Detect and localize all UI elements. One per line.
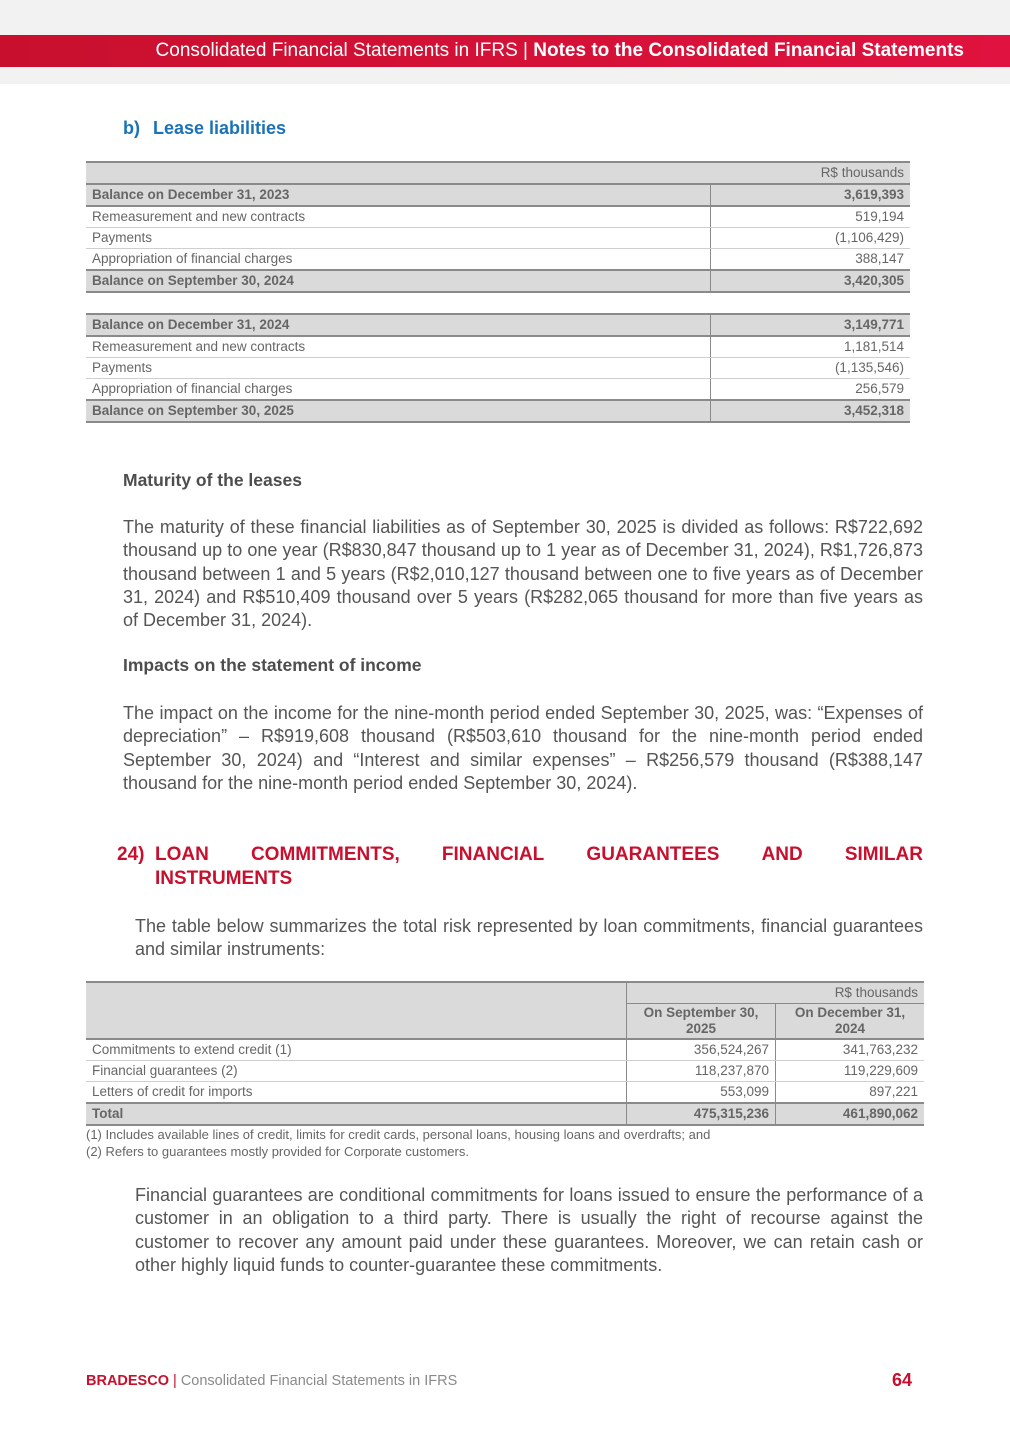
maturity-heading: Maturity of the leases (123, 470, 302, 490)
title-word: LOAN (155, 844, 209, 865)
header-bar (0, 35, 1010, 67)
unit-label: R$ thousands (627, 982, 925, 1004)
row-label: Balance on December 31, 2023 (86, 184, 711, 206)
row-label: Financial guarantees (2) (86, 1061, 627, 1082)
row-value: 256,579 (711, 379, 911, 401)
row-label: Balance on December 31, 2024 (86, 314, 711, 336)
row-label: Remeasurement and new contracts (86, 336, 711, 358)
section-number: 24) (117, 844, 145, 865)
header-left-title: Consolidated Financial Statements in IFRS | (155, 40, 528, 61)
title-word: AND (761, 844, 803, 865)
maturity-paragraph: The maturity of these financial liabilities as of September 30, 2025 is divided as follows: R$722,692 thousand up to one year (R$830,847 thousand up to 1 year as of December 31, 2024), R$1,726,873 thousand between 1 and 5 years (R$2,010,127 thousand between one to five years as of December 31, 2024) and R$510,409 thousand over 5 years (R$282,065 thousand for more than five years as of December 31, 2024). (123, 517, 923, 631)
impacts-paragraph: The impact on the income for the nine-month period ended September 30, 2025, was: “Expenses of depreciation” – R$919,608 thousand (R$503,610 thousand for the nine-month period ended September 30, 2024) and “Interest and similar expenses” – R$256,579 thousand (R$388,147 thousand for the nine-month period ended September 30, 2024). (123, 703, 923, 793)
row-value: 119,229,609 (776, 1061, 925, 1082)
title-line-2: INSTRUMENTS (155, 868, 293, 889)
footer-brand: BRADESCO (86, 1373, 169, 1389)
row-value: 553,099 (627, 1082, 776, 1104)
section-24-title (117, 843, 923, 891)
footer-separator: | (173, 1373, 177, 1389)
row-label: Appropriation of financial charges (86, 249, 711, 271)
title-word: GUARANTEES (586, 844, 720, 865)
row-label: Remeasurement and new contracts (86, 206, 711, 228)
lease-table-2025 (86, 313, 910, 423)
row-value: 356,524,267 (627, 1039, 776, 1061)
row-label: Payments (86, 358, 711, 379)
row-label: Balance on September 30, 2025 (86, 400, 711, 422)
row-value: 3,619,393 (711, 184, 911, 206)
section-24-intro: The table below summarizes the total risk represented by loan commitments, financial guarantees and similar instruments: (135, 916, 923, 960)
lease-section-heading: Lease liabilities (153, 118, 287, 138)
impacts-heading: Impacts on the statement of income (123, 655, 422, 675)
loan-commitments-table (86, 981, 924, 1126)
row-label: Commitments to extend credit (1) (86, 1039, 627, 1061)
row-value: 118,237,870 (627, 1061, 776, 1082)
column-header-dec-2024: On December 31, 2024 (776, 1004, 925, 1040)
row-value: (1,106,429) (711, 228, 911, 249)
row-label: Appropriation of financial charges (86, 379, 711, 401)
footer-doc-title: Consolidated Financial Statements in IFRS (180, 1373, 458, 1389)
column-header-sep-2025: On September 30, 2025 (627, 1004, 776, 1040)
lease-section-title (123, 118, 286, 139)
footnote-2: (2) Refers to guarantees mostly provided for Corporate customers. (86, 1144, 469, 1159)
unit-label: R$ thousands (86, 162, 910, 184)
header-right-title: Notes to the Consolidated Financial Statements (533, 40, 964, 61)
header-blank (86, 982, 627, 1039)
row-label: Payments (86, 228, 711, 249)
page-number: 64 (891, 1370, 912, 1390)
title-word: COMMITMENTS, (250, 844, 400, 865)
row-value: 897,221 (776, 1082, 925, 1104)
row-label: Letters of credit for imports (86, 1082, 627, 1104)
footer (86, 1373, 457, 1389)
row-value: (1,135,546) (711, 358, 911, 379)
row-value: 3,149,771 (711, 314, 911, 336)
lease-section-label: b) (123, 118, 140, 138)
title-word: FINANCIAL (441, 844, 545, 865)
lease-table-2024 (86, 161, 910, 293)
row-value: 3,452,318 (711, 400, 911, 422)
footnote-1: (1) Includes available lines of credit, limits for credit cards, personal loans, housing loans and overdrafts; and (86, 1127, 711, 1142)
row-value: 1,181,514 (711, 336, 911, 358)
total-label: Total (86, 1103, 627, 1125)
row-value: 388,147 (711, 249, 911, 271)
row-value: 519,194 (711, 206, 911, 228)
row-value: 3,420,305 (711, 270, 911, 292)
total-value: 461,890,062 (776, 1103, 925, 1125)
guarantees-paragraph: Financial guarantees are conditional commitments for loans issued to ensure the performance of a customer in an obligation to a third party. There is usually the right of recourse against the customer to recover any amount paid under these guarantees. Moreover, we can retain cash or other highly liquid funds to counter-guarantee these commitments. (135, 1185, 923, 1275)
title-word: SIMILAR (844, 844, 923, 865)
row-label: Balance on September 30, 2024 (86, 270, 711, 292)
row-value: 341,763,232 (776, 1039, 925, 1061)
total-value: 475,315,236 (627, 1103, 776, 1125)
